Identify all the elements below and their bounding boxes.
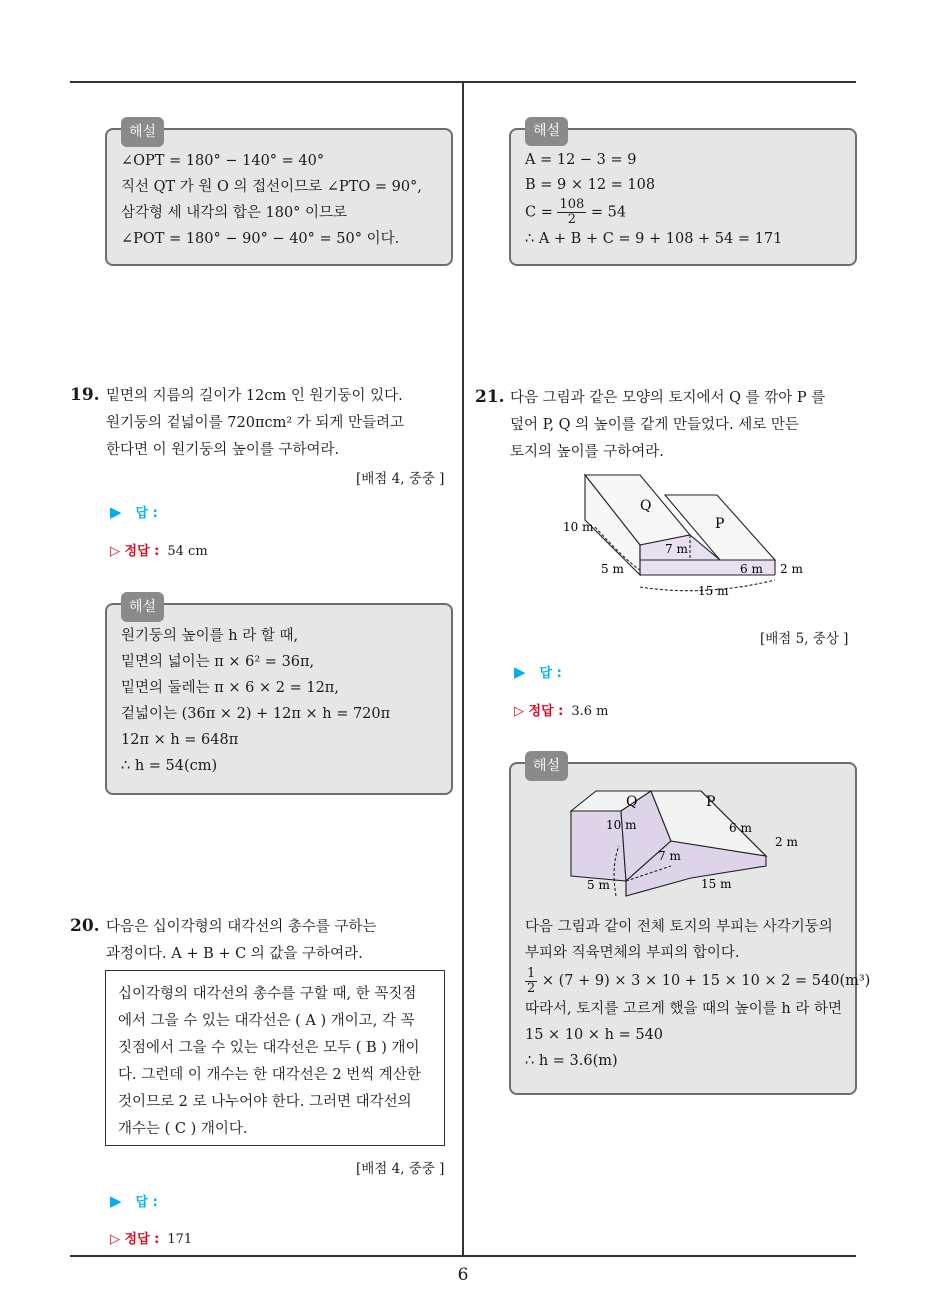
correct-label: ▷ 정답 : (110, 1232, 160, 1247)
correct-label-text: 정답 : (124, 1232, 160, 1247)
answer-label: 답 : (135, 506, 158, 521)
bottom-rule (70, 1255, 856, 1257)
expl-line: 밑면의 넓이는 π × 6² = 36π, (121, 654, 315, 670)
question-line: 덮어 P, Q 의 높이를 같게 만들었다. 세로 만든 (510, 417, 799, 433)
expl-line: 삼각형 세 내각의 합은 180° 이므로 (121, 205, 348, 221)
page-number: 6 (457, 1265, 469, 1285)
answer-field[interactable] (514, 662, 562, 681)
label-2m: 2 m (780, 562, 803, 576)
question-line: 과정이다. A + B + C 의 값을 구하여라. (106, 946, 363, 962)
explanation-box-21 (509, 758, 871, 1095)
answer-label: 답 : (539, 666, 562, 681)
expl-line: 12π × h = 648π (121, 732, 239, 748)
fraction (525, 967, 537, 996)
label-7m: 7 m (665, 542, 688, 556)
expl-line: ∴ A + B + C = 9 + 108 + 54 = 171 (525, 231, 783, 247)
explanation-tag: 해설 (121, 117, 164, 147)
frac-prefix: C = (525, 204, 553, 221)
question-line: 원기둥의 겉넓이를 720πcm² 가 되게 만들려고 (106, 415, 405, 431)
expl-line: 원기둥의 높이를 h 라 할 때, (121, 628, 299, 644)
fraction-denominator: 2 (567, 212, 577, 227)
label-10m: 10 m (606, 818, 637, 832)
label-7m: 7 m (658, 849, 681, 863)
fraction-numerator: 1 (527, 965, 536, 981)
process-line: 에서 그을 수 있는 대각선은 ( A ) 개이고, 각 꼭 (118, 1013, 415, 1029)
expl-line: ∠POT = 180° − 90° − 40° = 50° 이다. (121, 231, 400, 247)
fraction-denominator: 2 (527, 980, 536, 996)
label-p: P (706, 794, 716, 810)
label-q: Q (640, 498, 652, 514)
score-label: [배점 4, 중중 ] (356, 1161, 445, 1177)
expl-line: 직선 QT 가 원 O 의 접선이므로 ∠PTO = 90°, (121, 179, 422, 195)
question-text (106, 914, 456, 968)
process-line: 짓점에서 그을 수 있는 대각선은 모두 ( B ) 개이 (118, 1040, 420, 1056)
correct-label-text: 정답 : (528, 704, 564, 719)
explanation-tag: 해설 (121, 592, 164, 622)
explanation-box-18 (105, 124, 453, 266)
answer-field[interactable] (110, 502, 158, 521)
column-divider (462, 83, 464, 1256)
correct-label: ▷ 정답 : (110, 544, 160, 559)
expl-line-fraction (525, 965, 871, 996)
label-2m: 2 m (775, 835, 798, 849)
label-6m: 6 m (729, 821, 752, 835)
process-line: 개수는 ( C ) 개이다. (118, 1121, 248, 1137)
correct-value: 3.6 m (571, 704, 609, 719)
fraction-numerator: 108 (559, 197, 585, 212)
expl-line: ∴ h = 54(cm) (121, 758, 218, 774)
explanation-box-19 (105, 599, 453, 795)
correct-label: ▷ 정답 : (514, 704, 564, 719)
expl-line: A = 12 − 3 = 9 (525, 152, 637, 168)
expl-line: 따라서, 토지를 고르게 했을 때의 높이를 h 라 하면 (525, 1001, 842, 1017)
label-5m: 5 m (587, 878, 610, 892)
question-line: 다음 그림과 같은 모양의 토지에서 Q 를 깎아 P 를 (510, 390, 826, 406)
label-q: Q (626, 794, 638, 810)
question-text (510, 385, 860, 466)
explanation-box-20 (509, 123, 857, 266)
score-label: [배점 4, 중중 ] (356, 471, 445, 487)
frac-suffix: × (7 + 9) × 3 × 10 + 15 × 10 × 2 = 540(m³) (541, 973, 871, 989)
correct-value: 171 (167, 1232, 193, 1247)
expl-line: 부피와 직육면체의 부피의 합이다. (525, 945, 740, 961)
question-line: 토지의 높이를 구하여라. (510, 444, 664, 460)
expl-line: 겉넓이는 (36π × 2) + 12π × h = 720π (121, 706, 391, 722)
correct-value: 54 cm (167, 544, 208, 559)
correct-label-text: 정답 : (124, 544, 160, 559)
expl-line-fraction (525, 198, 841, 227)
label-10m: 10 m (563, 520, 594, 534)
score-label: [배점 5, 중상 ] (760, 631, 849, 647)
expl-line: 15 × 10 × h = 540 (525, 1027, 664, 1043)
correct-answer (110, 540, 208, 559)
play-triangle-icon: ▶ (110, 1192, 122, 1210)
process-line: 다. 그런데 이 개수는 한 대각선은 2 번씩 계산한 (118, 1067, 421, 1083)
explanation-figure (561, 786, 821, 904)
process-box (105, 970, 445, 1146)
label-p: P (715, 516, 725, 532)
process-line: 십이각형의 대각선의 총수를 구할 때, 한 꼭짓점 (118, 986, 417, 1002)
label-5m: 5 m (601, 562, 624, 576)
question-line: 한다면 이 원기둥의 높이를 구하여라. (106, 442, 340, 458)
land-figure (555, 465, 815, 605)
play-triangle-icon: ▶ (514, 663, 526, 681)
correct-answer (514, 700, 609, 719)
label-15m: 15 m (701, 877, 732, 891)
explanation-tag: 해설 (525, 751, 568, 781)
question-number: 19. (70, 385, 100, 405)
correct-answer (110, 1228, 192, 1247)
play-triangle-icon: ▶ (110, 503, 122, 521)
frac-suffix: = 54 (590, 204, 627, 221)
expl-line: 밑면의 둘레는 π × 6 × 2 = 12π, (121, 680, 339, 696)
answer-field[interactable] (110, 1191, 158, 1210)
question-number: 20. (70, 916, 100, 936)
expl-line: ∠OPT = 180° − 140° = 40° (121, 153, 325, 169)
question-text (106, 383, 456, 464)
question-number: 21. (475, 387, 505, 407)
label-15m: 15 m (698, 584, 729, 598)
label-6m: 6 m (740, 562, 763, 576)
question-line: 밑면의 지름의 길이가 12cm 인 원기둥이 있다. (106, 388, 403, 404)
explanation-tag: 해설 (525, 117, 568, 146)
expl-line: B = 9 × 12 = 108 (525, 177, 656, 193)
process-line: 것이므로 2 로 나누어야 한다. 그러면 대각선의 (118, 1094, 412, 1110)
fraction (557, 198, 586, 227)
answer-label: 답 : (135, 1195, 158, 1210)
expl-line: 다음 그림과 같이 전체 토지의 부피는 사각기둥의 (525, 919, 833, 935)
question-line: 다음은 십이각형의 대각선의 총수를 구하는 (106, 919, 377, 935)
expl-line: ∴ h = 3.6(m) (525, 1053, 618, 1069)
